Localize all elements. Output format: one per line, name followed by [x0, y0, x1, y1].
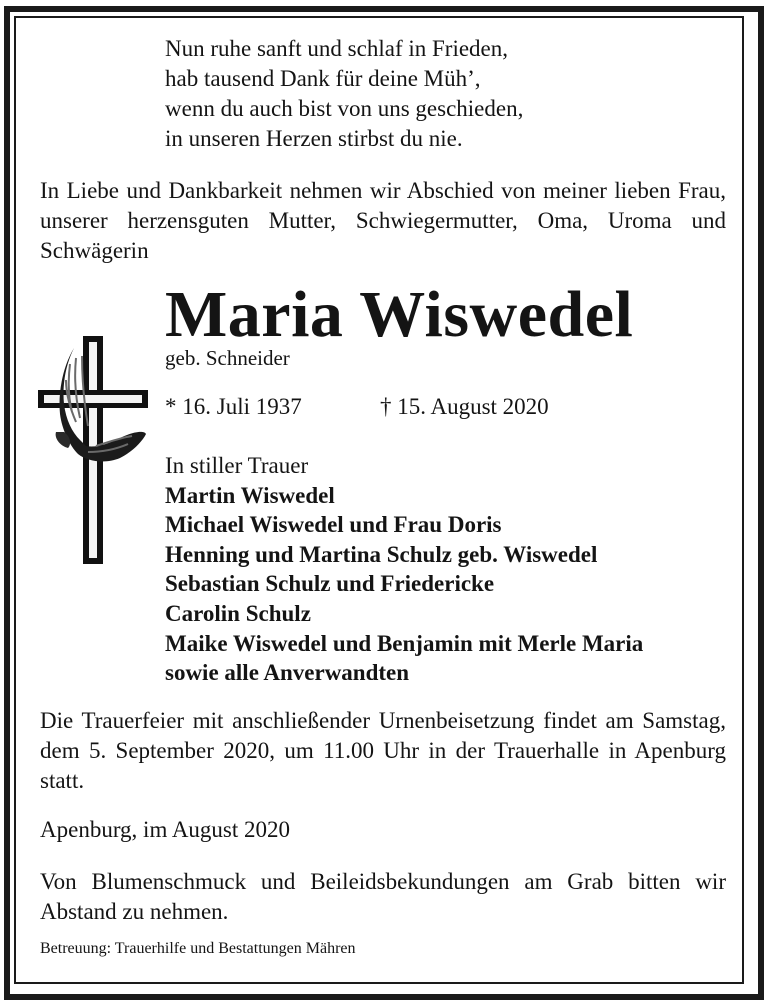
birth-name: geb. Schneider	[165, 346, 290, 370]
intro-text: In Liebe und Dankbarkeit nehmen wir Abschied von meiner lieben Frau, unserer herzensguten Mutter, Schwiegermutter, Oma, Uroma und Schwägerin	[40, 178, 726, 263]
life-dates	[165, 392, 549, 422]
praying-hands-cross-icon	[36, 334, 150, 566]
mourner-name: Henning und Martina Schulz geb. Wiswedel	[165, 541, 598, 567]
poem-line: hab tausend Dank für deine Müh’,	[165, 66, 481, 91]
poem-line: wenn du auch bist von uns geschieden,	[165, 96, 524, 121]
mourner-name: Carolin Schulz	[165, 600, 311, 626]
mourner-name: Michael Wiswedel und Frau Doris	[165, 512, 502, 538]
service-notice: Die Trauerfeier mit anschließender Urnenbeisetzung findet am Samstag, dem 5. September 2020, um 11.00 Uhr in der Trauerhalle in Apenburg statt.	[40, 708, 726, 793]
mourners-heading: In stiller Trauer	[165, 453, 309, 478]
mourner-name: Martin Wiswedel	[165, 482, 335, 508]
birth-date: * 16. Juli 1937	[165, 394, 302, 419]
place-date: Apenburg, im August 2020	[40, 817, 291, 842]
poem-line: in unseren Herzen stirbst du nie.	[165, 126, 463, 151]
mourner-name: Sebastian Schulz und Friedericke	[165, 571, 495, 597]
death-date: † 15. August 2020	[380, 394, 549, 419]
mourners-list	[165, 451, 643, 688]
funeral-home-credit: Betreuung: Trauerhilfe und Bestattungen Mähren	[40, 940, 356, 957]
deceased-name: Maria Wiswedel	[165, 278, 634, 351]
mourner-name: sowie alle Anverwandten	[165, 660, 410, 686]
mourner-name: Maike Wiswedel und Benjamin mit Merle Maria	[165, 630, 644, 656]
poem-line: Nun ruhe sanft und schlaf in Frieden,	[165, 36, 509, 61]
request-notice: Von Blumenschmuck und Beileidsbekundungen am Grab bitten wir Abstand zu nehmen.	[40, 869, 726, 924]
poem	[165, 34, 523, 154]
